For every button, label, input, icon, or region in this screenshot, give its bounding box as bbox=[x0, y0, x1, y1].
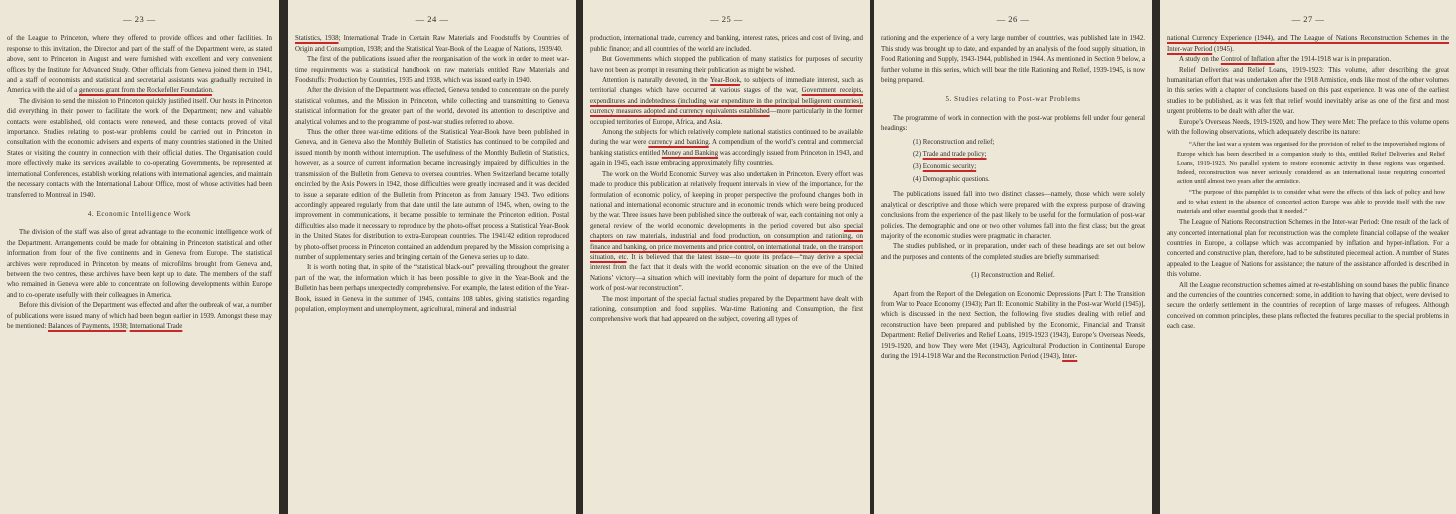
paragraph: All the League reconstruction schemes aimed at re-establishing on sound bases the public finance and the currencies of the countries concerned: some, in addition to having that object, were devised to secure the orderly settlement in the countries of reception of large masses of refugees. Although conceived on common principles, these plans reflected the features peculiar to the special problems in each case. bbox=[1167, 281, 1449, 331]
paragraph: A study on the Control of Inflation after the 1914-1918 war is in preparation. bbox=[1179, 56, 1392, 64]
list-item: (1) Reconstruction and relief; bbox=[913, 138, 995, 146]
subsection-heading: (1) Reconstruction and Relief. bbox=[971, 272, 1055, 280]
highlight: Year-Book bbox=[710, 77, 740, 85]
block-quote: “The purpose of this pamphlet is to consider what were the effects of this lack of policy and how and to what extent in the absence of concerted action Europe was able to provide itself with the raw materials and other essential goods that it needed.” bbox=[1177, 189, 1445, 215]
highlight: national Currency Experience (1944), and The League of Nations Reconstruction Schemes in the Inter-war Period bbox=[1167, 35, 1449, 53]
highlight: Balances of Payments, 1938 bbox=[47, 322, 127, 330]
paragraph: The work on the World Economic Survey was also undertaken in Princeton. Every effort was made to produce this publication at relatively frequent intervals in view of the importance, for the formulation of economic policy, of keeping in proper perspective the profound changes both in national and international economic structure and in economic trends which were being produced by the war. Three issues have been published since the outbreak of war, each containing not only a general review of the world economic developments in the period covered but also special chapters on raw materials, industrial and food production, on consumption and rationing, on finance and banking, on price movements and price control, on international trade, on the transport situation, etc. It is believed that the latest issue—to quote its preface—“may derive a special interest from the fact that it deals with the world economic situation on the eve of the United Nations’ victory—a situation which will inevitably form the point of departure for much of the work of post-war reconstruction”. bbox=[590, 170, 863, 293]
section-heading: 5. Studies relating to Post-war Problems bbox=[945, 96, 1081, 104]
paragraph: rationing and the experience of a very large number of countries, was published late in 1942. This study was brought up to date, and expanded by an analysis of the food supply situation, in Food Rationing and Supply, 1943-1944, published in 1944. As mentioned in Section 9 below, a further volume in this series, which will bear the title Rationing and Relief, 1939-1945, is now being prepared. bbox=[881, 35, 1145, 85]
paragraph: It is worth noting that, in spite of the “statistical black-out” prevailing throughout the greater part of the war, the information which it has been possible to give in the Year-Book and the Bulletin has been perhaps unexpectedly comprehensive. For example, the latest edition of the Year-Book, issued in Geneva in the summer of 1945, contains 108 tables, giving statistics regarding population, employment and unemployment, agricultural, mineral and industrial bbox=[295, 264, 569, 313]
page-number: — 27 — bbox=[1291, 14, 1325, 24]
paragraph: The division of the staff was also of great advantage to the economic intelligence work of the Department. Arrangements could be made for obtaining in Princeton statistical and other information from four of the five continents and in Geneva from Europe. The statistical archives were reproduced in Princeton by means of microfilms brought from Geneva and, between the two centres, these archives have been kept up to date. The members of the staff who remained in Geneva were able to concentrate on following developments within Europe and to co-operate usefully with their colleagues in America. bbox=[7, 229, 272, 299]
section-heading: 4. Economic Intelligence Work bbox=[87, 210, 192, 218]
paragraph: The division to send the mission to Princeton quickly justified itself. Our hosts in Princeton did everything in their power to facilitate the work of the Department; new and valuable contacts were established, old contacts were renewed, and these contacts proved of vital importance. Studies relating to post-war problems could be carried out in Princeton in consultation with the economic advisers and experts of many countries stationed in the United States or visiting the country in connection with their official duties. The Organisation could more effectively make its services available to co-operating Governments, be represented at international Conferences, establish working relations with international agencies, and maintain the necessary contacts with the International Labour Office, most of whose activities had been transferred to Montreal in 1940. bbox=[7, 97, 272, 199]
paragraph: Statistics, 1938; International Trade in Certain Raw Materials and Foodstuffs by Countries of Origin and Consumption, 1938; and the Statistical Year-Book of the League of Nations, 1939/40. bbox=[295, 35, 569, 53]
highlight: Control of Inflation bbox=[1220, 56, 1275, 64]
heading-list bbox=[913, 138, 1145, 186]
paragraph: Europe’s Overseas Needs, 1919-1920, and how They were Met: The preface to this volume opens with the following observations, which adequately describe its nature: bbox=[1167, 118, 1449, 137]
paragraph: Before this division of the Department was effected and after the outbreak of war, a number of publications were issued many of which had been begun earlier in 1939. Amongst these may be mentioned: Balances of Payments, 1938; International Trade bbox=[7, 302, 272, 330]
highlight: special chapters on raw materials, industrial and food production, on consumption and rationing, on finance and banking, on price movements and price control, on international trade, on the transport situation, etc bbox=[590, 222, 863, 261]
highlight: currency and banking bbox=[648, 139, 709, 147]
paragraph: The programme of work in connection with the post-war problems fell under four general headings: bbox=[881, 114, 1145, 133]
highlight: Statistics, 1938 bbox=[295, 35, 339, 43]
paragraph: After the division of the Department was effected, Geneva tended to concentrate on the purely statistical volumes, and the Mission in Princeton, while collecting and transmitting to Geneva statistical information for the greater part of the world, devoted its attention to descriptive and analytical volumes and to the programme of post-war studies referred to above. bbox=[295, 87, 569, 126]
paragraph: Thus the other three war-time editions of the Statistical Year-Book have been published in Geneva, and in Geneva also the Monthly Bulletin of Statistics has continued to be compiled and issued month by month without interruption. The usefulness of the Monthly Bulletin of Statistics, however, as a source of current information became increasingly impaired by difficulties in the transmission of the Bulletin from Geneva to oversea countries. When Switzerland became totally encircled by the Axis Powers in 1942, those difficulties were greatly increased and it was decided to issue a separate edition of the Bulletin from Princeton as from January 1943. Two editions accordingly appeared regularly from that date until the late autumn of 1945, when, owing to the improvement in communications, it became possible to terminate the Princeton edition. Postal difficulties also made it necessary to reproduce by the photo-offset process a Statistical Year-Book in the United States for distribution to extra-European countries. The 1941/42 edition reproduced by photo-offset process in Princeton contained an addendum prepared by the Mission comprising a number of supplementary series and bringing certain of the Geneva series up to date. bbox=[295, 129, 569, 261]
paragraph: Among the subjects for which relatively complete national statistics continued to be available during the war were currency and banking. A compendium of the world’s central and commercial banking statistics entitled Money and Banking was accordingly issued from Princeton in 1943, and again in 1945, each issue embracing approximately fifty countries. bbox=[590, 129, 863, 168]
paragraph: The studies published, or in preparation, under each of these headings are set out below and the purposes and contents of the completed studies are briefly summarised: bbox=[881, 243, 1145, 261]
paragraph: But Governments which stopped the publication of many statistics for purposes of security have not been as prompt in resuming their publication as might be wished. bbox=[590, 56, 863, 74]
highlight: Government receipts, expenditures and indebtedness (including war expenditure in the principal belligerent countries), currency measures adopted and currency equivalents established bbox=[590, 87, 863, 116]
paragraph: production, international trade, currency and banking, interest rates, prices and cost of living, and public finance; and all countries of the world are included. bbox=[590, 35, 863, 53]
highlight: Inter- bbox=[1062, 352, 1078, 360]
page-23 bbox=[0, 0, 279, 514]
highlight: Money and Banking bbox=[661, 149, 719, 157]
highlight: generous grant from the Rockefeller Foundation bbox=[78, 87, 212, 95]
list-item: (4) Demographic questions. bbox=[913, 175, 990, 183]
page-25 bbox=[583, 0, 870, 514]
paragraph: The first of the publications issued after the reorganisation of the work in order to meet war-time requirements was a statistical handbook on raw materials entitled Raw Materials and Foodstuffs: Production by Countries, 1935 and 1938, which was issued early in 1940. bbox=[295, 56, 569, 85]
highlight: International Trade bbox=[129, 322, 183, 330]
page-24 bbox=[288, 0, 576, 514]
page-number: — 25 — bbox=[710, 14, 743, 24]
page-number: — 26 — bbox=[996, 14, 1030, 24]
paragraph: Attention is naturally devoted, in the Year-Book, to subjects of immediate interest, such as territorial changes which have occurred at various stages of the war, Government receipts, expenditures and indebtedness (including war expenditure in the principal belligerent countries), currency measures adopted and currency equivalents established—more particularly in the former occupied territories of Europe, Africa, and Asia. bbox=[590, 77, 863, 126]
paragraph: Relief Deliveries and Relief Loans, 1919-1923: This volume, after describing the great humanitarian effort that was undertaken after the 1918 Armistice, ends like most of the other volumes in this series with a chapter of conclusions based on this past experience. It was one of the earliest studies to be published, as it was felt that relief would inevitably arise as one of the first and most urgent problems to be dealt with after the war. bbox=[1167, 66, 1449, 116]
paragraph: The most important of the special factual studies prepared by the Department have dealt with rationing, consumption and food supplies. War-time Rationing and Consumption, the first comprehensive work that had appeared on the subject, covering all types of bbox=[590, 295, 863, 324]
page-26 bbox=[874, 0, 1152, 514]
highlight: Economic security; bbox=[922, 163, 977, 171]
highlight: Trade and trade policy; bbox=[922, 151, 987, 159]
page-number: — 23 — bbox=[123, 14, 156, 24]
list-item: (3) Economic security; bbox=[913, 163, 977, 171]
paragraph: national Currency Experience (1944), and The League of Nations Reconstruction Schemes in the Inter-war Period (1945). bbox=[1167, 35, 1449, 53]
page-number: — 24 — bbox=[415, 14, 449, 24]
page-27 bbox=[1160, 0, 1456, 514]
list-item: (2) Trade and trade policy; bbox=[913, 151, 987, 159]
paragraph: Apart from the Report of the Delegation on Economic Depressions [Part I: The Transition from War to Peace Economy (1943); Part II: Economic Stability in the Post-war World (1945)], which is discussed in the next Section, the following five studies dealing with relief and reconstruction have been prepared and published by the Economic, Financial and Transit Department: Relief Deliveries and Relief Loans, 1919-1923 (1943), Europe’s Overseas Needs, 1919-1920, and how They were Met (1943), Agricultural Production in Continental Europe during the 1914-1918 War and the Reconstruction Period (1943), Inter- bbox=[881, 290, 1145, 360]
block-quote: “After the last war a system was organised for the provision of relief to the impoverished regions of Europe which has been described in a companion study to this, entitled Relief Deliveries and Relief Loans, 1919-1923. No parallel system to restore economic activity in these regions was organised. Indeed, reconstruction was never seriously considered as an international issue requiring concerted action until almost two years after the armistice. bbox=[1177, 141, 1445, 186]
paragraph: of the League to Princeton, where they offered to provide offices and other facilities. In response to this invitation, the Director and part of the staff of the Department were, as stated above, sent to Princeton in August and were furnished with excellent and very convenient offices by the Institute for Advanced Study. Other officials from Geneva joined them in 1941, and a staff of economists and statistical and secretarial assistants was gradually recruited in America with the aid of a generous grant from the Rockefeller Foundation. bbox=[7, 35, 272, 95]
paragraph: The publications issued fall into two distinct classes—namely, those which were solely analytical or descriptive and those which were prepared with the express purpose of drawing conclusions from the experience of the past likely to be useful for the formulation of post-war policies. The demographic and one or two other volumes fall into the first class; but the great majority of the economic studies were pragmatic in character. bbox=[881, 191, 1145, 240]
paragraph: The League of Nations Reconstruction Schemes in the Inter-war Period: One result of the lack of any concerted international plan for reconstruction was the complete financial collapse of the weaker countries in Europe, a collapse which was accompanied by inflation and hyper-inflation. For a concerted and constructive plan, therefore, had to be substituted piecemeal action. A number of States appealed to the League of Nations for assistance; the nature of the assistance afforded is described in this volume. bbox=[1167, 219, 1449, 279]
